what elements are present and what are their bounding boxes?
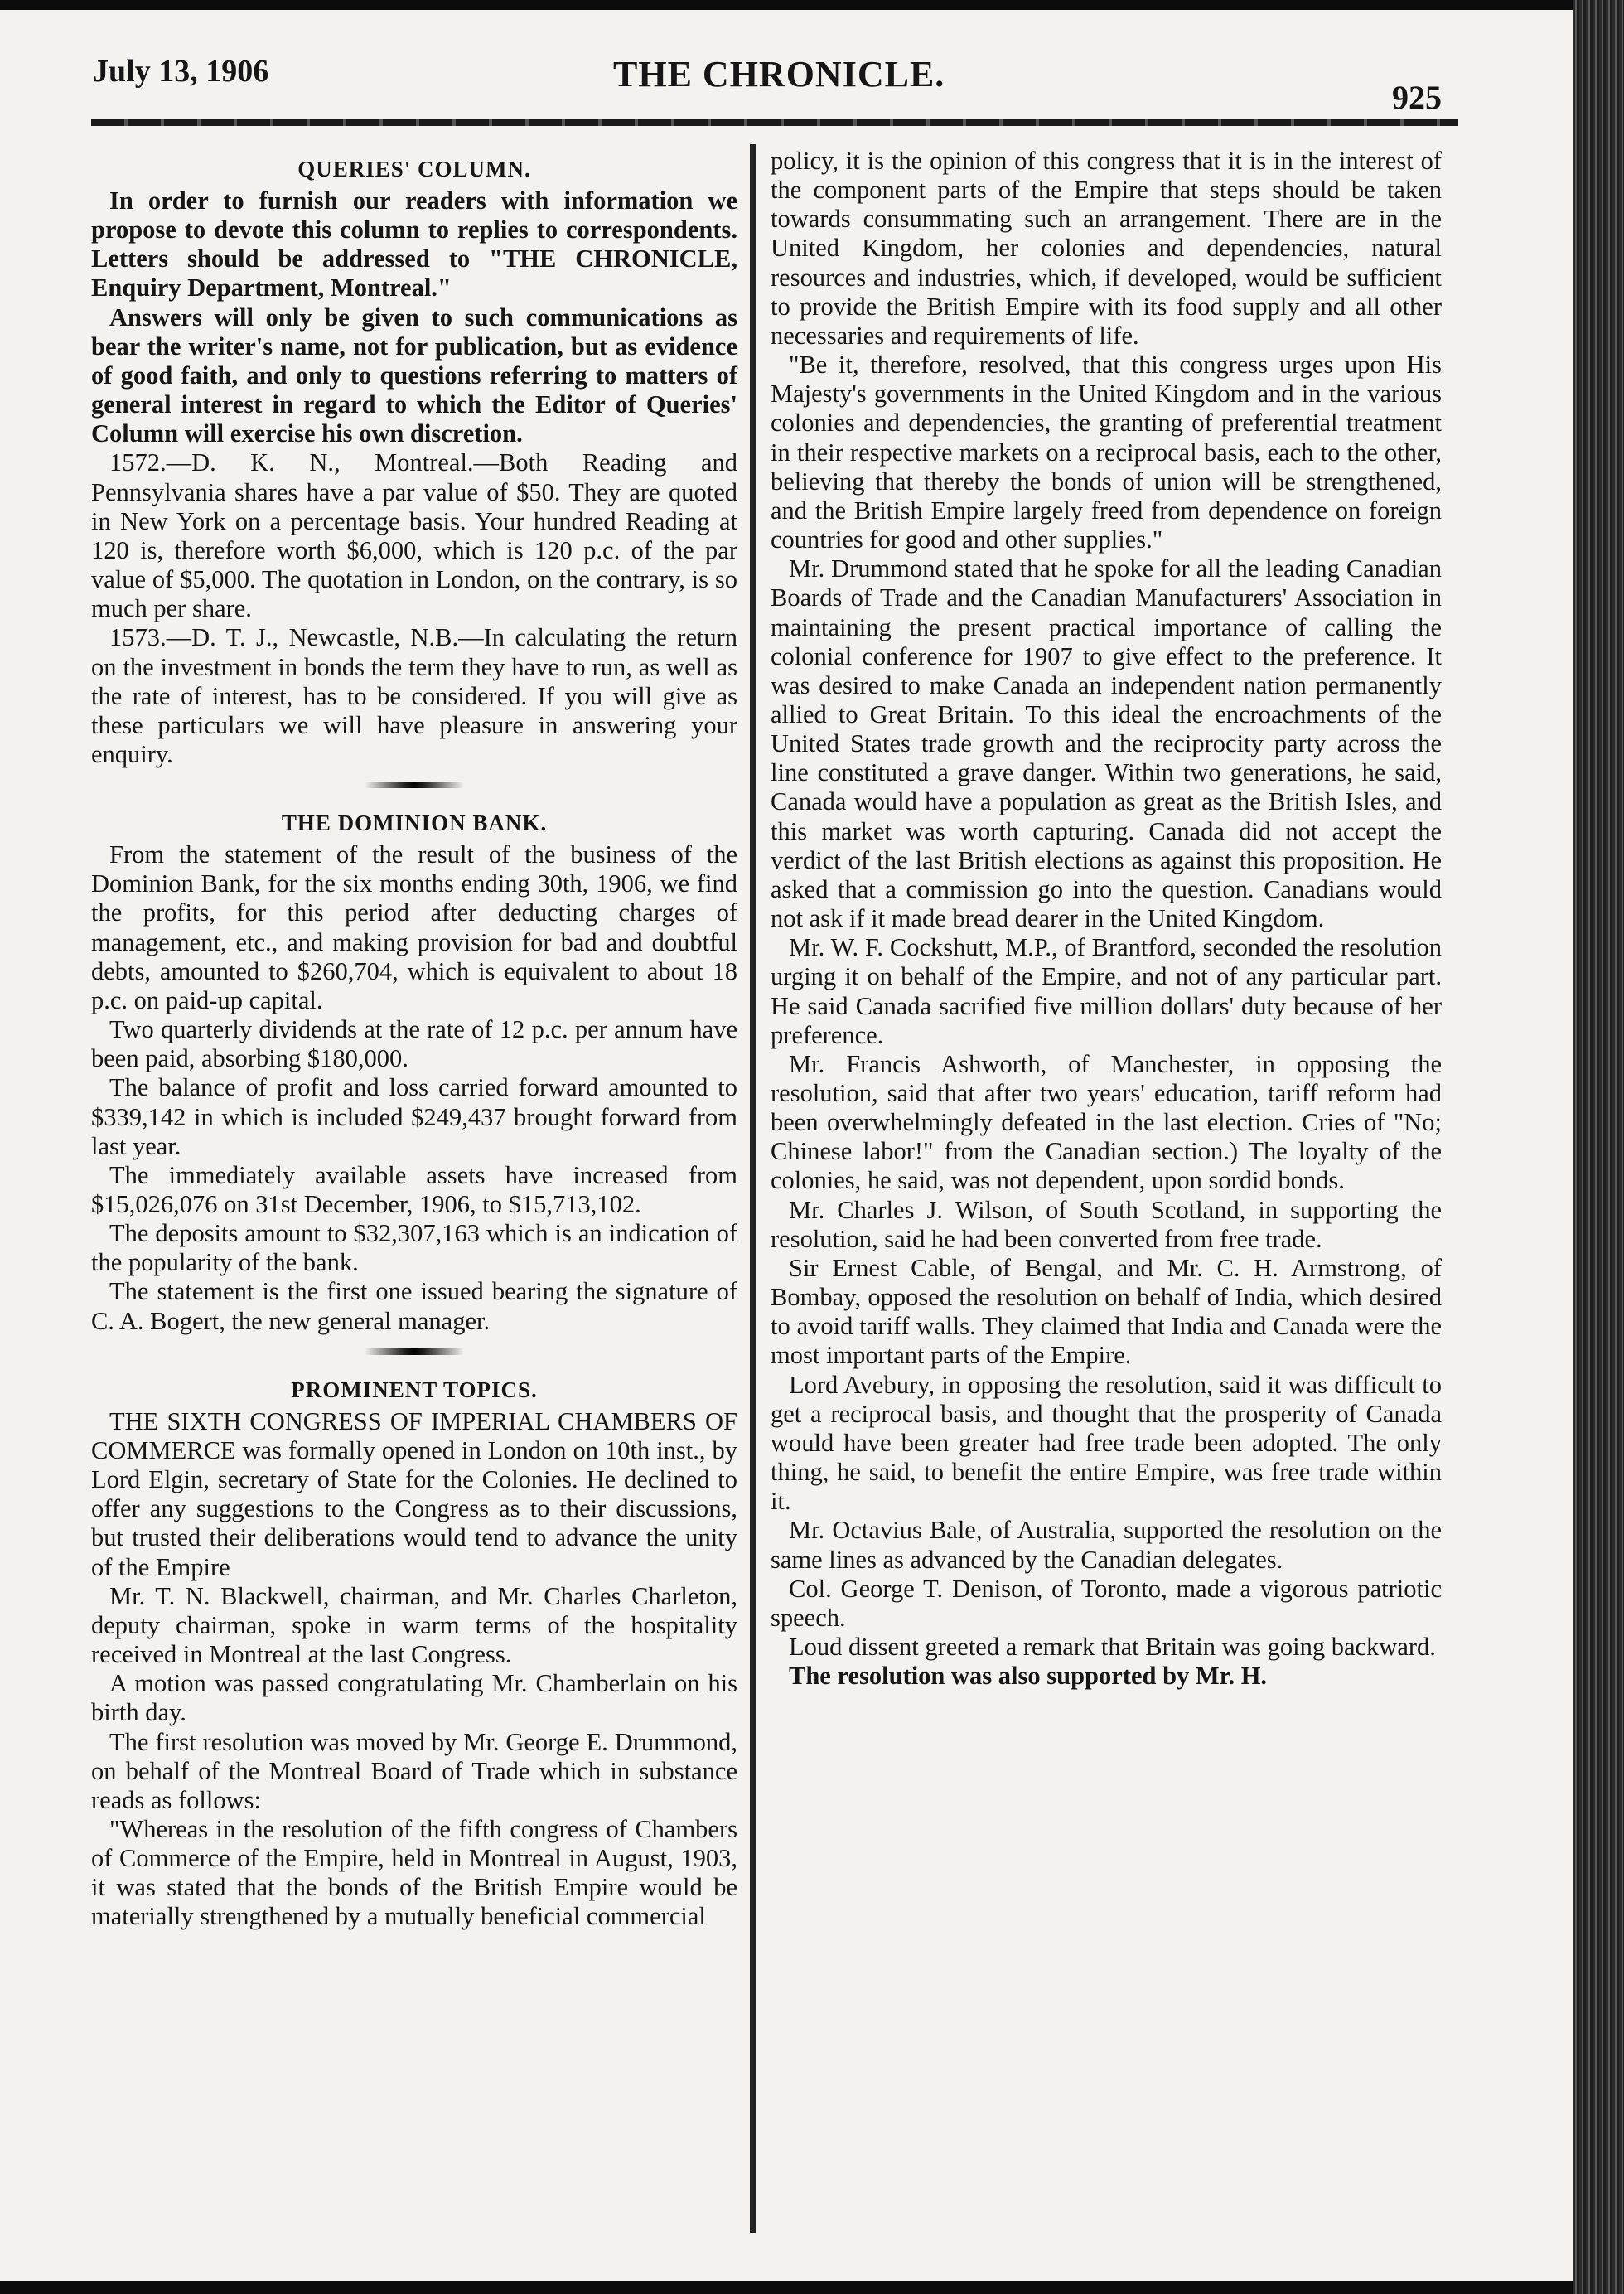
section-ornament xyxy=(91,1336,737,1367)
article-paragraph: Mr. W. F. Cockshutt, M.P., of Brantford, seconded the resolution urging it on behalf of the Empire, and not of any particular part. He said Canada sacrified five million dollars' duty because of her preference. xyxy=(771,933,1442,1049)
query-answer-1573: 1573.—D. T. J., Newcastle, N.B.—In calculating the return on the investment in bonds the term they have to run, as well as the rate of interest, has to be considered. If you will give as these particulars we will have pleasure in answering your enquiry. xyxy=(91,623,737,768)
prominent-topics-heading: PROMINENT TOPICS. xyxy=(291,1377,538,1402)
article-paragraph: The immediately available assets have increased from $15,026,076 on 31st December, 1906, to $15,713,102. xyxy=(91,1160,737,1218)
article-paragraph: "Be it, therefore, resolved, that this congress urges upon His Majesty's governments in the United Kingdom and in the various colonies and dependencies, the granting of preferential treatment in their respective markets on a reciprocal basis, each to the other, believing that thereby the bonds of union will be strengthened, and the British Empire largely freed from dependence on foreign countries for good and other supplies." xyxy=(771,351,1442,554)
article-paragraph: The first resolution was moved by Mr. George E. Drummond, on behalf of the Montreal Board of Trade which in substance reads as follows: xyxy=(91,1727,737,1814)
article-paragraph: Two quarterly dividends at the rate of 12 p.c. per annum have been paid, absorbing $180,000. xyxy=(91,1015,737,1073)
issue-date: July 13, 1906 xyxy=(93,54,269,89)
query-answer-1572: 1572.—D. K. N., Montreal.—Both Reading and Pennsylvania shares have a par value of $50. They are quoted in New York on a percentage basis. Your hundred Reading at 120 is, therefore worth $6,000, which is 120 p.c. of the par value of $5,000. The quotation in London, on the contrary, is so much per share. xyxy=(91,448,737,623)
article-paragraph: policy, it is the opinion of this congress that it is in the interest of the component parts of the Empire that steps should be taken towards consummating such an arrangement. There are in the United Kingdom, her colonies and dependencies, natural resources and industries, which, if developed, would be sufficient to provide the British Empire with its food supply and all other necessaries and requirements of life. xyxy=(771,147,1442,350)
article-paragraph: Mr. Drummond stated that he spoke for all the leading Canadian Boards of Trade and the Canadian Manufacturers' Association in maintaining the present practical importance of calling the colonial conference for 1907 to give effect to the preference. It was desired to make Canada an independent nation permanently allied to Great Britain. To this ideal the encroachments of the United States trade growth and the reciprocity party across the line constituted a grave danger. Within two generations, he said, Canada would have a population as great as the British Isles, and this market was worth capturing. Canada did not accept the verdict of the last British elections as against this proposition. He asked that a commission go into the question. Canadians would not ask if it made bread dearer in the United Kingdom. xyxy=(771,554,1442,933)
article-paragraph: The balance of profit and loss carried forward amounted to $339,142 in which is included $249,437 brought forward from last year. xyxy=(91,1073,737,1160)
book-page-edge xyxy=(1573,0,1624,2294)
queries-paragraph: Answers will only be given to such communications as bear the writer's name, not for publication, but as evidence of good faith, and only to questions referring to matters of general interest in regard to which the Editor of Queries' Column will exercise his own discretion. xyxy=(91,302,737,448)
queries-heading: QUERIES' COLUMN. xyxy=(297,157,531,181)
article-paragraph: Col. George T. Denison, of Toronto, made a vigorous patriotic speech. xyxy=(771,1574,1442,1632)
article-paragraph: Sir Ernest Cable, of Bengal, and Mr. C. H. Armstrong, of Bombay, opposed the resolution on behalf of India, which desired to avoid tariff walls. They claimed that India and Canada were the most important parts of the Empire. xyxy=(771,1253,1442,1370)
left-column xyxy=(91,147,737,1932)
newspaper-page xyxy=(0,10,1573,2281)
article-paragraph: Lord Avebury, in opposing the resolution, said it was difficult to get a reciprocal basis, and thought that the prosperity of Canada would have been greater had free trade been adopted. The only thing, he said, to benefit the entire Empire, was free trade within it. xyxy=(771,1370,1442,1516)
article-paragraph: Loud dissent greeted a remark that Britain was going backward. xyxy=(789,1632,1436,1661)
article-paragraph: The statement is the first one issued bearing the signature of C. A. Bogert, the new general manager. xyxy=(91,1277,737,1335)
column-divider xyxy=(750,144,756,2233)
queries-paragraph: In order to furnish our readers with information we propose to devote this column to replies to correspondents. Letters should be addressed to "THE CHRONICLE, Enquiry Department, Montreal." xyxy=(91,186,737,302)
article-paragraph: Mr. Octavius Bale, of Australia, supported the resolution on the same lines as advanced by the Canadian delegates. xyxy=(771,1516,1442,1574)
right-column xyxy=(771,147,1442,1691)
article-paragraph: A motion was passed congratulating Mr. Chamberlain on his birth day. xyxy=(91,1669,737,1727)
header-rule xyxy=(91,119,1458,126)
article-paragraph: From the statement of the result of the business of the Dominion Bank, for the six months ending 30th, 1906, we find the profits, for this period after deducting charges of management, etc., and making provision for bad and doubtful debts, amounted to $260,704, which is equivalent to about 18 p.c. on paid-up capital. xyxy=(91,840,737,1014)
section-ornament xyxy=(91,769,737,801)
article-paragraph: Mr. T. N. Blackwell, chairman, and Mr. Charles Charleton, deputy chairman, spoke in warm terms of the hospitality received in Montreal at the last Congress. xyxy=(91,1581,737,1669)
article-paragraph: Mr. Charles J. Wilson, of South Scotland, in supporting the resolution, said he had been converted from free trade. xyxy=(771,1195,1442,1253)
article-paragraph: The resolution was also supported by Mr. H. xyxy=(789,1662,1268,1691)
article-paragraph: The deposits amount to $32,307,163 which is an indication of the popularity of the bank. xyxy=(91,1219,737,1277)
dominion-bank-heading: THE DOMINION BANK. xyxy=(281,811,548,836)
article-paragraph: "Whereas in the resolution of the fifth congress of Chambers of Commerce of the Empire, held in Montreal in August, 1903, it was stated that the bonds of the British Empire would be materially strengthened by a mutually beneficial commercial xyxy=(91,1814,737,1931)
page-number: 925 xyxy=(1392,79,1442,116)
article-paragraph: Mr. Francis Ashworth, of Manchester, in opposing the resolution, said that after two years' education, tariff reform had been overwhelmingly defeated in the last election. Cries of "No; Chinese labor!" from the Canadian section.) The loyalty of the colonies, he said, was not dependent, upon sordid bonds. xyxy=(771,1049,1442,1195)
article-paragraph: THE SIXTH CONGRESS OF IMPERIAL CHAMBERS OF COMMERCE was formally opened in London on 10th inst., by Lord Elgin, secretary of State for the Colonies. He declined to offer any suggestions to the Congress as to their discussions, but trusted their deliberations would tend to advance the unity of the Empire xyxy=(91,1406,737,1581)
publication-title: THE CHRONICLE. xyxy=(613,54,945,94)
